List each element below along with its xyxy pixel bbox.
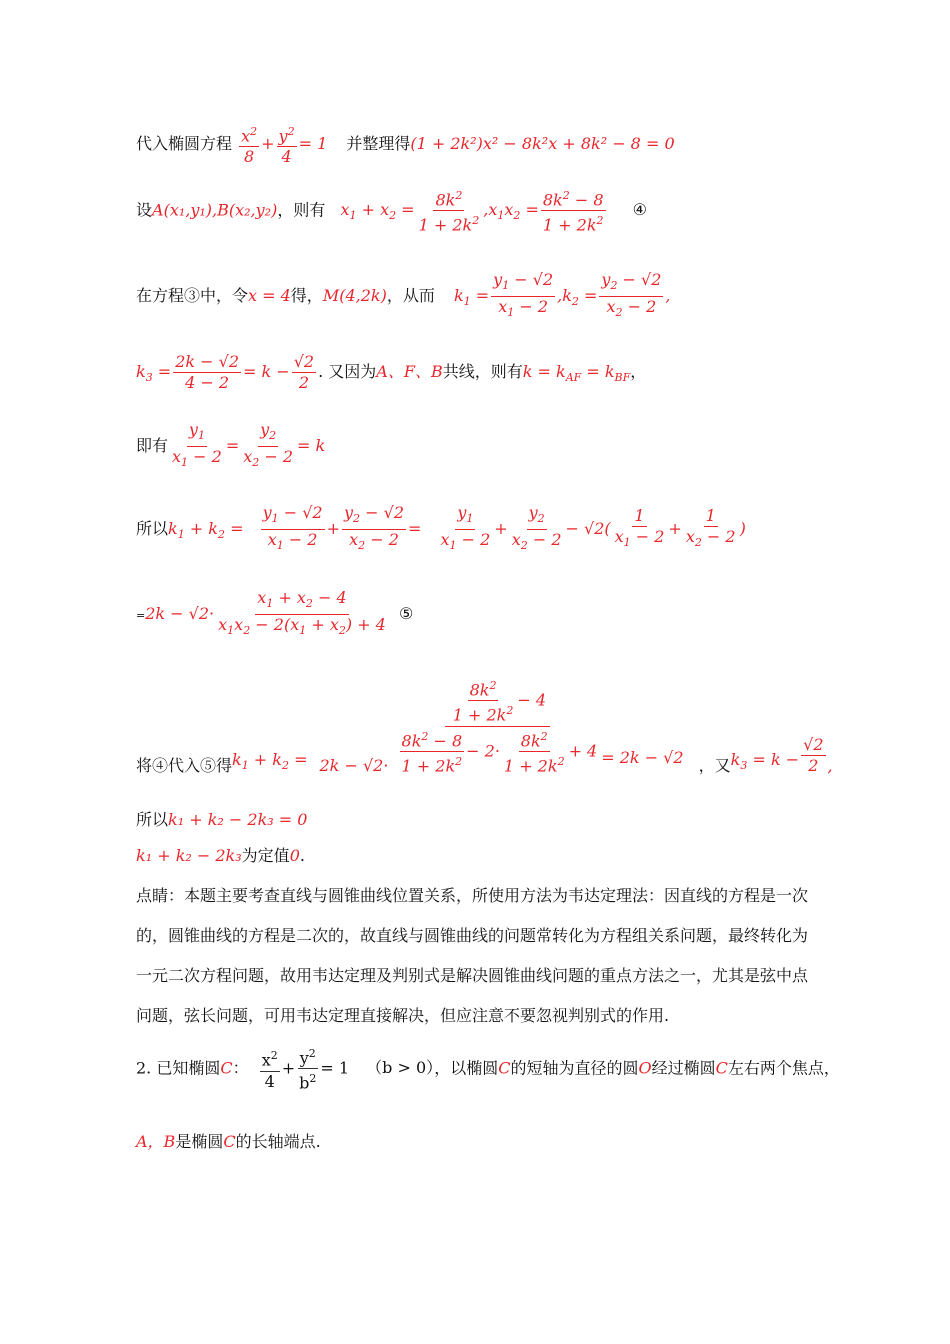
text: 的短轴为直径的圆: [510, 1058, 639, 1078]
line-eq5: [136, 588, 413, 641]
fraction-y2-4: $\frac{y^2}{4}$: [277, 122, 297, 167]
text: 的长轴端点.: [235, 1132, 321, 1151]
points-AB: A，B: [136, 1132, 176, 1151]
line-result: [136, 810, 307, 830]
fraction-a: $\frac{y_1 - √2}{x_1 - 2}$: [262, 503, 323, 553]
points-AFB: A、F、B: [376, 362, 443, 381]
text: 将④代入⑤得: [136, 756, 233, 776]
text: 在方程③中，令: [136, 286, 249, 306]
text: 为定值: [241, 846, 290, 865]
fraction-c: $\frac{y_1}{x_1 - 2}$: [440, 503, 491, 553]
eq-x4: x = 4: [248, 286, 291, 306]
text: 并整理得: [346, 134, 411, 154]
line-vieta: 设A(x₁,y₁),B(x₂,y₂)，则有 $x_1 + x_2$ = $\frac{8k^2}{1 + 2k^2}$ $,x_1x_2$ = $\frac{8k^2 - 8}{1 + 2k^2}$ ④: [136, 186, 647, 236]
text: 设: [136, 200, 153, 220]
eq-k: k = k: [522, 362, 566, 381]
points: A(x₁,y₁),B(x₂,y₂): [152, 200, 278, 220]
fraction-sqrt2-2b: $\frac{√2}{2}$: [803, 735, 824, 776]
fraction-b: $\frac{y_2 - √2}{x_2 - 2}$: [344, 503, 404, 553]
fraction-d: $\frac{y_2}{x_2 - 2}$: [511, 503, 562, 553]
fraction-k3: $\frac{2k - √2}{4 - 2}$: [175, 352, 240, 392]
equation: k₁ + k₂ − 2k₃ = 0: [168, 810, 308, 829]
fraction-inner-c: $\frac{8k^2}{1 + 2k^2}$: [502, 727, 567, 777]
fraction-inner-a: $\frac{8k^2}{1 + 2k^2}$: [451, 676, 516, 726]
fraction-k1: $\frac{y_1 - √2}{x_1 - 2}$: [493, 270, 554, 320]
text: 即有: [136, 436, 169, 456]
fraction-product: $\frac{8k^2 - 8}{1 + 2k^2}$: [541, 186, 606, 236]
line-constant: [136, 846, 305, 866]
text: 所以: [136, 519, 169, 539]
text: 所以: [136, 810, 169, 829]
line-sum: 所以$k_1 + k_2$ = $\frac{y_1 - √2}{x_1 - 2}$ + $\frac{y_2 - √2}{x_2 - 2}$ = $\frac{y_1}{x_1 - 2}$ + $\frac{y_2}{x_2 - 2}$ − √2( $\frac{1}{x_1 - 2}$ + $\frac{1}{x_2 - 2}$ ): [136, 503, 746, 556]
sub-BF: BF: [614, 371, 631, 385]
sub-AF: AF: [565, 371, 582, 385]
symbol-C: C: [715, 1058, 728, 1078]
note-paragraph: 点睛：本题主要考查直线与圆锥曲线位置关系，所使用方法为韦达定理法：因直线的方程是一次的，圆锥曲线的方程是二次的，故直线与圆锥曲线的问题常转化为方程组关系问题，最终转化为一元二次方程问题，故用韦达定理及判别式是解决圆锥曲线问题的重点方法之一，尤其是弦中点问题，弦长问题，可用韦达定理直接解决，但应注意不要忽视判别式的作用.: [136, 886, 809, 1025]
line-substitute-4-5: 将④代入⑤得$k_1 + k_2 = 2k - √2\cdot$ $\frac{8k^2}{1 + 2k^2}$ − 4 $\frac{8k^2 - 8}{1 + 2k^2}$ − 2· $\frac{8k^2}{1 + 2k^2}$ + 4 = 2k − √2 ，又$k_3 = k$ − $\frac{√2}{2}$ ,: [136, 676, 833, 776]
text: =: [136, 609, 146, 623]
fraction-f: $\frac{1}{x_2 - 2}$: [685, 506, 736, 550]
fraction-y1: $\frac{y_1}{x_1 - 2}$: [172, 420, 222, 470]
text: .: [299, 846, 305, 865]
line-substitute: 代入椭圆方程 $\frac{x^2}{8}$ + $\frac{y^2}{4}$ = 1 并整理得(1 + 2k²)x² − 8k²x + 8k² − 8 = 0: [136, 122, 675, 167]
line-ratio: 即有 $\frac{y_1}{x_1 - 2}$ = $\frac{y_2}{x_2 - 2}$ = k: [136, 420, 325, 473]
text: ，: [630, 362, 647, 381]
eq-k2: = k: [581, 362, 615, 381]
text: ，则有: [277, 200, 326, 220]
zero: 0: [289, 846, 300, 865]
text: 代入椭圆方程: [136, 134, 233, 154]
text: 2. 已知椭圆: [136, 1058, 221, 1078]
symbol-C: C: [223, 1132, 236, 1151]
text: . 又因为: [318, 362, 377, 381]
coef: 2k − √2·: [145, 604, 215, 624]
text: 得，: [290, 286, 323, 306]
fraction-y2: $\frac{y_2}{x_2 - 2}$: [243, 420, 294, 470]
symbol-C: C: [220, 1058, 233, 1078]
line-slopes: 在方程③中，令x = 4得，M(4,2k)，从而 $k_1$ = $\frac{y_1 - √2}{x_1 - 2}$ $,k_2$ = $\frac{y_2 - √2}{x_2 - 2}$ ,: [136, 270, 671, 323]
equation: k₁ + k₂ − 2k₃: [136, 846, 242, 865]
fraction-y2-b2: $\frac{y^2}{b^2}$: [297, 1044, 318, 1094]
text: ，又: [698, 756, 731, 776]
equation: (1 + 2k²)x² − 8k²x + 8k² − 8 = 0: [410, 134, 675, 154]
symbol-O: O: [638, 1058, 652, 1078]
fraction-sqrt2-2: $\frac{√2}{2}$: [293, 352, 315, 392]
text: ，以椭圆: [434, 1058, 499, 1078]
fraction-k2: $\frac{y_2 - √2}{x_2 - 2}$: [601, 270, 662, 320]
problem-2-line2: [136, 1132, 321, 1152]
fraction-x2-8: $\frac{x^2}{8}$: [239, 122, 259, 167]
condition: （b > 0）: [366, 1058, 435, 1078]
text: ，从而: [386, 286, 435, 306]
point-M: M(4,2k): [322, 286, 387, 306]
fraction-e: $\frac{1}{x_1 - 2}$: [614, 506, 665, 550]
eq-tail: = 2k − √2: [601, 748, 684, 768]
eq-k: = k: [297, 436, 326, 456]
fraction-eq5: $\frac{x_1 + x_2 - 4}{x_1x_2 - 2(x_1 + x_2) + 4}$: [218, 588, 386, 638]
problem-2: 2. 已知椭圆C： $\frac{x^2}{4}$ + $\frac{y^2}{b^2}$ = 1 （b > 0），以椭圆C的短轴为直径的圆O经过椭圆C左右两个焦点，: [136, 1044, 840, 1094]
circle-4: ④: [632, 200, 647, 220]
line-k3: $k_3$ = $\frac{2k - √2}{4 - 2}$ = k − $\frac{√2}{2}$ . 又因为A、F、B共线，则有$k = k_{AF} = k_{BF}$，: [136, 352, 647, 392]
text: 共线，则有: [442, 362, 523, 381]
fraction-x2-4: $\frac{x^2}{4}$: [260, 1046, 280, 1091]
circle-5: ⑤: [398, 604, 414, 624]
text: 经过椭圆: [651, 1058, 716, 1078]
symbol-C: C: [498, 1058, 511, 1078]
text: 是椭圆: [175, 1132, 224, 1151]
fraction-sum: $\frac{8k^2}{1 + 2k^2}$: [417, 186, 482, 236]
fraction-big: $\frac{8k^2}{1 + 2k^2}$ − 4 $\frac{8k^2 - 8}{1 + 2k^2}$ − 2· $\frac{8k^2}{1 + 2k^2}$ + 4: [396, 676, 600, 776]
fraction-inner-b: $\frac{8k^2 - 8}{1 + 2k^2}$: [400, 727, 465, 777]
text: ：: [232, 1058, 249, 1078]
text: 左右两个焦点，: [727, 1058, 840, 1078]
